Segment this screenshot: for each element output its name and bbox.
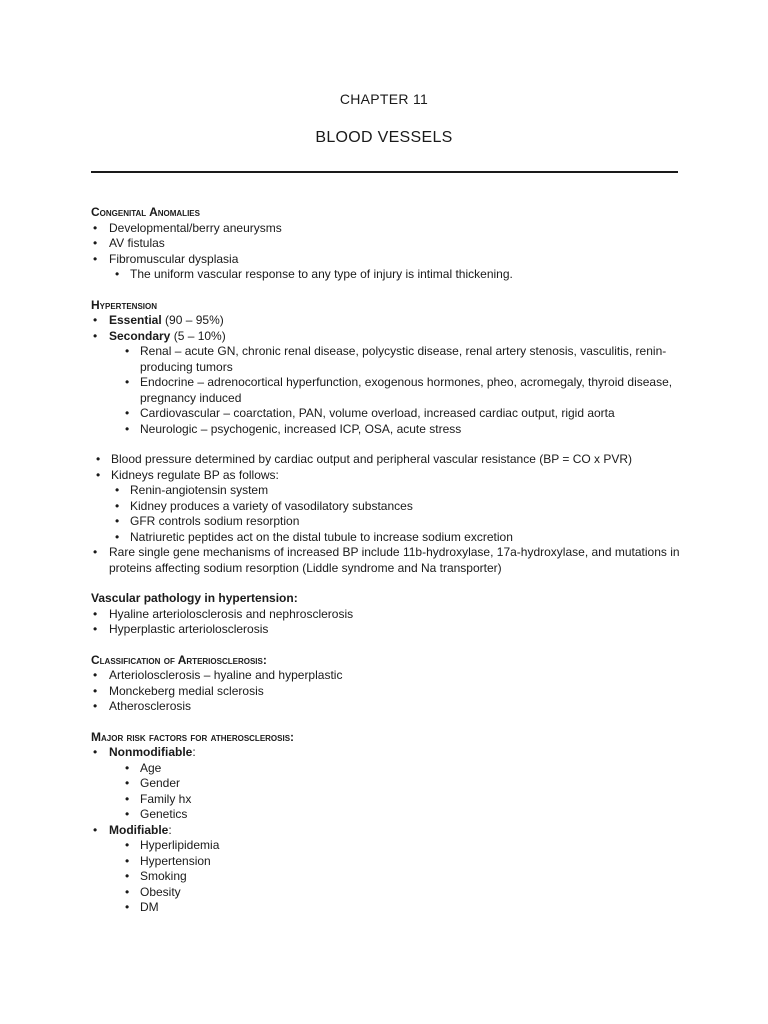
- nonmodifiable-label: Nonmodifiable: [109, 745, 193, 759]
- section-heading: Vascular pathology in hypertension:: [91, 591, 298, 605]
- section-congenital: [91, 205, 681, 283]
- list-item: • Neurologic – psychogenic, increased ICP, OSA, acute stress: [123, 422, 681, 438]
- list-item: • Kidney produces a variety of vasodilatory substances: [113, 499, 681, 515]
- sub-bullet-list: [123, 344, 681, 437]
- bullet-list: [91, 452, 681, 483]
- list-item: • Genetics: [123, 807, 681, 823]
- section-classification: [91, 653, 681, 715]
- section-heading: Hypertension: [91, 297, 158, 312]
- modifiable-label: Modifiable: [109, 822, 169, 837]
- sub-bullet-list: [123, 838, 681, 916]
- sub-bullet-list: [113, 483, 681, 545]
- bullet-list: [91, 607, 681, 638]
- list-item: • Rare single gene mechanisms of increased BP include 11b-hydroxylase, 17a-hydroxylase, and mutations in proteins affecting sodium resorption (Liddle syndrome and Na transporter): [91, 545, 681, 576]
- list-item: • Kidneys regulate BP as follows:: [91, 468, 681, 484]
- list-item: [91, 745, 681, 761]
- list-item: • Natriuretic peptides act on the distal tubule to increase sodium excretion: [113, 530, 681, 546]
- list-item: • Hyaline arteriolosclerosis and nephrosclerosis: [91, 607, 681, 623]
- secondary-value: (5 – 10%): [170, 328, 226, 343]
- list-item: [91, 329, 681, 345]
- section-heading: Congenital Anomalies: [91, 205, 200, 219]
- list-item: • Smoking: [123, 869, 681, 885]
- section-hypertension: [91, 298, 681, 438]
- section-vascular-pathology: [91, 591, 681, 638]
- list-item: • Atherosclerosis: [91, 699, 681, 715]
- list-item: • Gender: [123, 776, 681, 792]
- sub-bullet-list: [113, 267, 681, 283]
- list-item: • Renin-angiotensin system: [113, 483, 681, 499]
- list-item: • Family hx: [123, 792, 681, 808]
- list-item: • GFR controls sodium resorption: [113, 514, 681, 530]
- list-item: • Arteriolosclerosis – hyaline and hyperplastic: [91, 668, 681, 684]
- bullet-list: [91, 823, 681, 839]
- bullet-list: [91, 545, 681, 576]
- document-content: [91, 205, 681, 916]
- bullet-list: [91, 221, 681, 268]
- list-item: [91, 823, 681, 839]
- list-item: • AV fistulas: [91, 236, 681, 252]
- list-item: • Hyperplastic arteriolosclerosis: [91, 622, 681, 638]
- list-item: [91, 313, 681, 329]
- list-item: • Fibromuscular dysplasia: [91, 252, 681, 268]
- list-item: • Cardiovascular – coarctation, PAN, volume overload, increased cardiac output, rigid aorta: [123, 406, 681, 422]
- essential-label: Essential: [109, 313, 162, 327]
- section-heading: Major risk factors for atherosclerosis:: [91, 729, 295, 744]
- chapter-title: BLOOD VESSELS: [315, 129, 453, 146]
- title-divider: [91, 171, 678, 173]
- bullet-list: [91, 313, 681, 344]
- list-item: • Hyperlipidemia: [123, 838, 681, 854]
- secondary-label: Secondary: [109, 328, 171, 343]
- chapter-label: CHAPTER 11: [339, 91, 429, 107]
- list-item: • Renal – acute GN, chronic renal disease, polycystic disease, renal artery stenosis, vasculitis, renin-producing tumors: [123, 344, 681, 375]
- section-blood-pressure: [91, 452, 681, 576]
- list-item: • Hypertension: [123, 854, 681, 870]
- section-risk-factors: [91, 730, 681, 916]
- section-heading: Classification of Arteriosclerosis:: [91, 652, 267, 667]
- sub-bullet-list: [123, 761, 681, 823]
- essential-value: (90 – 95%): [161, 313, 224, 327]
- colon: :: [192, 745, 196, 759]
- colon: :: [168, 822, 172, 837]
- list-item: • Obesity: [123, 885, 681, 901]
- list-item: • Monckeberg medial sclerosis: [91, 684, 681, 700]
- bullet-list: [91, 745, 681, 761]
- list-item: • Developmental/berry aneurysms: [91, 221, 681, 237]
- list-item: • Age: [123, 761, 681, 777]
- bullet-list: [91, 668, 681, 715]
- list-item: • Blood pressure determined by cardiac output and peripheral vascular resistance (BP = CO x PVR): [91, 452, 681, 468]
- list-item: • Endocrine – adrenocortical hyperfunction, exogenous hormones, pheo, acromegaly, thyroid disease, pregnancy induced: [123, 375, 681, 406]
- list-item: • The uniform vascular response to any type of injury is intimal thickening.: [113, 267, 681, 283]
- list-item: • DM: [123, 900, 681, 916]
